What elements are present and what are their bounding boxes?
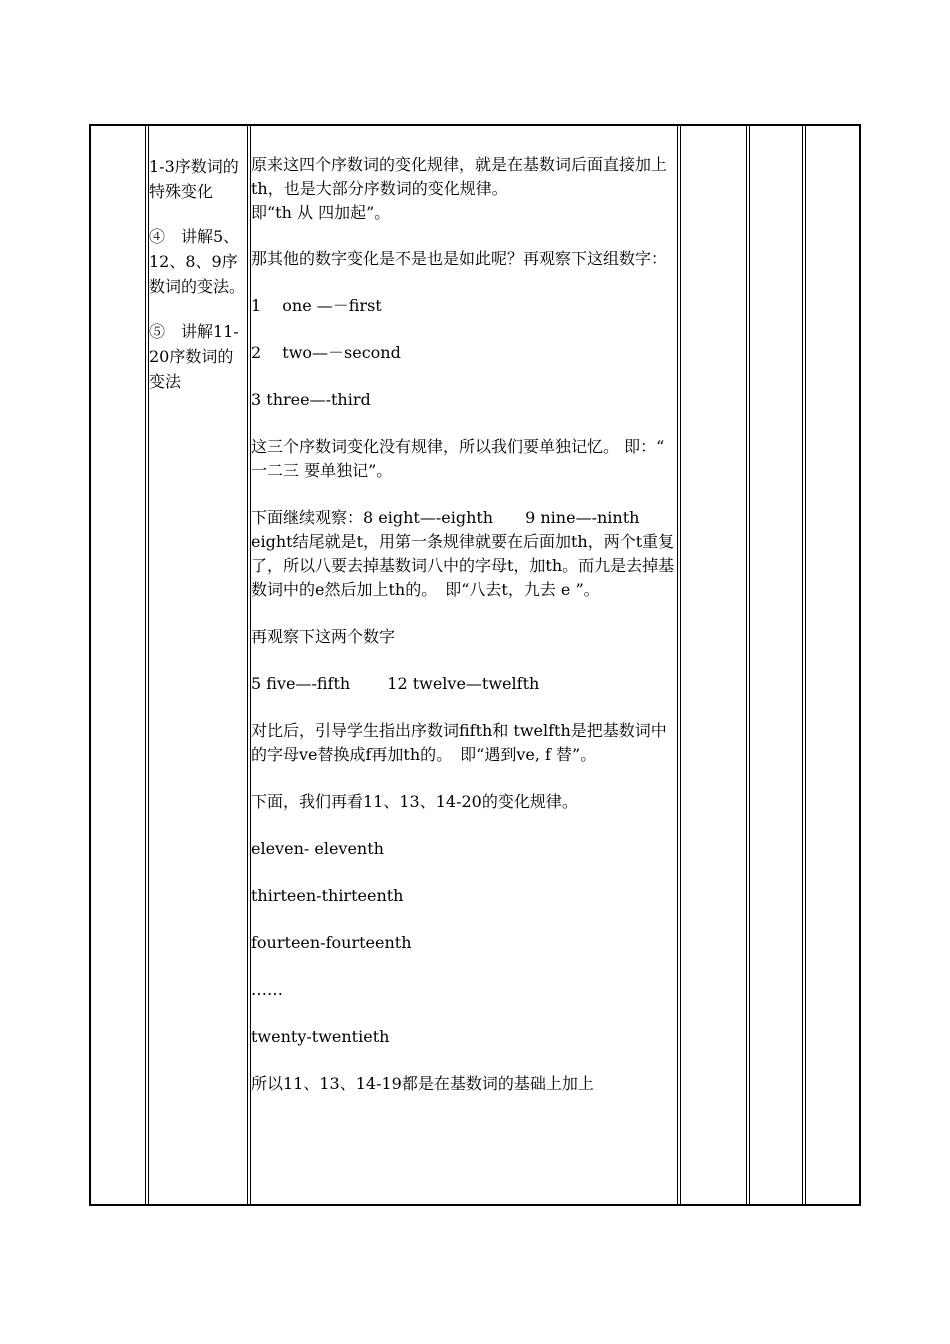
step-note: 1-3序数词的特殊变化 (149, 157, 239, 201)
example-line: 5 five—-fifth 12 twelve—twelfth (251, 674, 540, 693)
example-line: 2 two—－second (251, 343, 401, 362)
column-divider (746, 126, 750, 1204)
ellipsis: …… (251, 980, 283, 999)
content-paragraph: 对比后，引导学生指出序数词fifth和 twelfth是把基数词中的字母ve替换成f再加th的。 即“遇到ve, f 替”。 (251, 721, 667, 764)
content-paragraph: 这三个序数词变化没有规律，所以我们要单独记忆。 即：“ 一二三 要单独记”。 (251, 437, 665, 480)
example-line: fourteen-fourteenth (251, 933, 412, 952)
teaching-content-column (251, 153, 676, 1119)
content-paragraph: 下面继续观察：8 eight—-eighth 9 nine—-ninth eight结尾就是t，用第一条规律就要在后面加th，两个t重复了，所以八要去掉基数词八中的字母t，加th。而九是去掉基数词中的e然后加上th的。 即“八去t，九去 e ”。 (251, 508, 675, 599)
example-line: 1 one —－first (251, 296, 382, 315)
example-line: twenty-twentieth (251, 1027, 390, 1046)
example-line: eleven- eleventh (251, 839, 384, 858)
teaching-steps-column (149, 154, 245, 414)
content-paragraph: 再观察下这两个数字 (251, 627, 396, 646)
example-line: 3 three—-third (251, 390, 371, 409)
column-divider (677, 126, 681, 1204)
content-paragraph: 那其他的数字变化是不是也是如此呢？再观察下这组数字： (251, 249, 668, 268)
content-paragraph: 下面，我们再看11、13、14-20的变化规律。 (251, 792, 578, 811)
column-divider (802, 126, 806, 1204)
step-note: ⑤ 讲解11-20序数词的变法 (149, 322, 239, 391)
lesson-table (89, 124, 861, 1206)
content-paragraph: 所以11、13、14-19都是在基数词的基础上加上 (251, 1074, 594, 1093)
example-line: thirteen-thirteenth (251, 886, 404, 905)
step-note: ④ 讲解5、12、8、9序数词的变法。 (149, 227, 246, 296)
content-paragraph: 原来这四个序数词的变化规律，就是在基数词后面直接加上th，也是大部分序数词的变化规律。 即“th 从 四加起”。 (251, 155, 668, 222)
